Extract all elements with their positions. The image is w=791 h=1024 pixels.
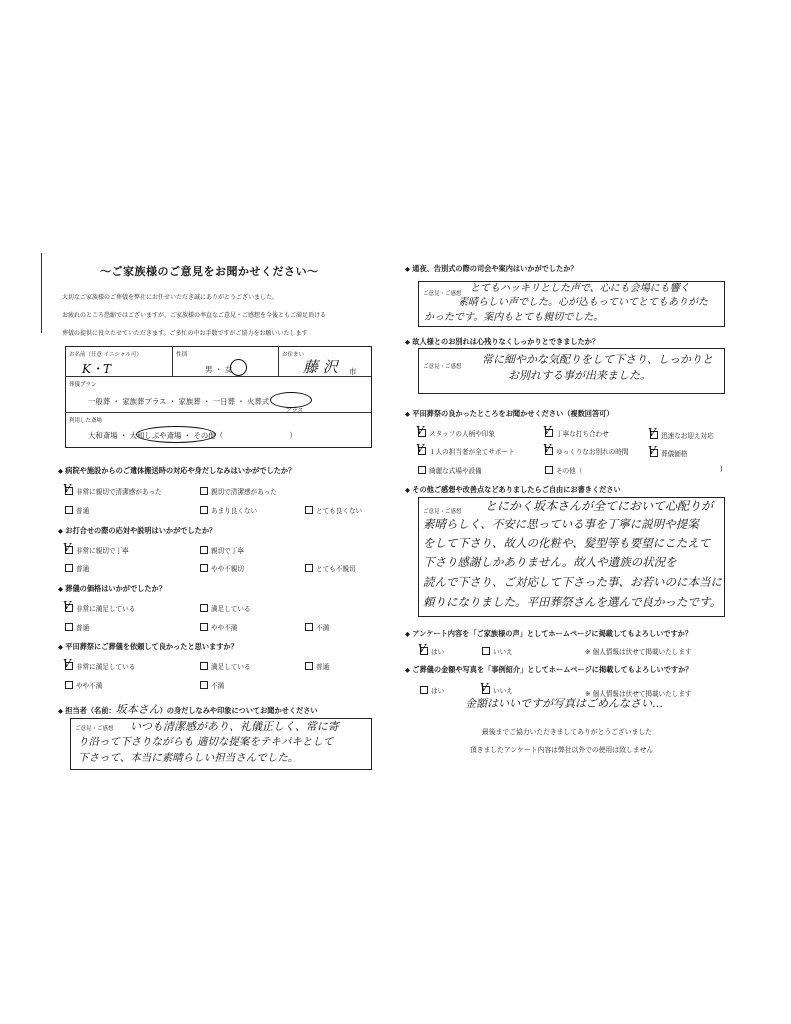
q3-option-3[interactable] (65, 622, 89, 632)
address-label: お住まい (282, 352, 305, 358)
q2-option-2[interactable] (200, 545, 244, 555)
publish-case-yes[interactable] (420, 685, 444, 695)
q1-option-4[interactable] (200, 505, 257, 515)
option-label: スタッフの人柄や印象 (429, 430, 495, 438)
option-label: とても良くない (316, 507, 363, 515)
option-label: 親切で清潔感があった (211, 488, 277, 496)
gender-options[interactable]: 男 ・ 女 (205, 365, 233, 374)
q4-option-2[interactable] (200, 661, 251, 671)
q1-option-2[interactable] (200, 486, 277, 496)
q4-option-1[interactable] (63, 657, 136, 671)
checkbox[interactable]: V (65, 546, 73, 554)
q2-option-5[interactable] (305, 563, 356, 573)
note-text: 個人情報は伏せて掲載いたします (592, 690, 692, 698)
q4-comment-line-2: 素晴らしく、不安に思っている事を丁寧に説明や提案 (423, 517, 699, 531)
option-label: 不満 (316, 624, 330, 632)
right-question-6: ◆ ご葬儀の金額や写真を「事例紹介」としてホームページに掲載してもよろしいですか？ (405, 665, 692, 675)
q1-option-5[interactable] (305, 505, 362, 515)
option-label: 綺麗な式場や設備 (429, 467, 482, 475)
left-question-1: ◆ 病院や施設からのご遺体搬送時の対応や身だしなみはいかがでしたか？ (58, 466, 295, 476)
name-value[interactable]: K・T (82, 362, 111, 376)
option-label: その他（ (556, 467, 583, 475)
left-question-3: ◆ 葬儀の価格はいかがでしたか？ (58, 584, 166, 594)
gender-label: 性別 (176, 352, 188, 358)
option-label: 普通 (76, 565, 90, 573)
option-label: ゆっくりなお別れの時間 (556, 448, 629, 456)
option-label: はい (431, 648, 445, 656)
intro-line-2: お疲れのところ恐縮ではございますが、ご家族様の率直なご意見・ご感想を今後ともご満足頂ける (62, 312, 327, 319)
right-question-3: ◆ 平田葬祭の良かったところをお聞かせください（複数回答可） (405, 409, 614, 419)
checkbox[interactable] (200, 604, 208, 612)
right-question-4: ◆ その他ご感想や改善点などありましたらご自由にお書きください (405, 485, 621, 495)
q4-comment-line-6: 頼りになりました。平田葬祭さんを選んで良かったです。 (423, 595, 722, 609)
right-question-2: ◆ 故人様とのお別れは心残りなくしっかりとできましたか？ (405, 337, 599, 347)
checkbox[interactable] (200, 623, 208, 631)
good-point-staff[interactable] (416, 424, 495, 438)
q4-comment-label: ご意見・ご感想 (423, 509, 462, 515)
option-label: あまり良くない (211, 507, 258, 515)
checkbox[interactable]: V (418, 447, 426, 455)
checkbox[interactable] (200, 506, 208, 514)
publish-case-handwritten: 金額はいいですが写真はごめんなさい… (465, 697, 663, 710)
intro-line-3: 葬儀の提供に役立たせていただきます。ご多忙の中お手数ですがご協力をお願いいたします (62, 330, 308, 337)
plan-note: プラス (285, 407, 303, 414)
staff-comment-line-3: 下さって、本当に素晴らしい担当さんでした。 (78, 752, 299, 764)
survey-title: 〜ご家族様のご意見をお聞かせください〜 (100, 265, 319, 278)
option-label: はい (431, 687, 445, 695)
q4-comment-line-1: とにかく坂本さんが全てにおいて心配りが (485, 499, 714, 513)
q4-option-3[interactable] (305, 661, 329, 671)
publish-voice-yes[interactable] (418, 642, 445, 656)
option-label: 非常に満足している (76, 605, 136, 613)
staff-comment-line-2: り沿って下さりながらも 適切な提案をテキパキとして (78, 736, 334, 748)
checkbox[interactable]: V (418, 429, 426, 437)
option-label: 非常に親切で清潔感があった (76, 488, 162, 496)
closing-thanks: 最後までご協力いただきましてありがとうございました (482, 728, 652, 736)
checkbox[interactable] (65, 623, 73, 631)
checkbox[interactable]: V (65, 604, 73, 612)
option-label: 葬儀価格 (661, 450, 688, 458)
checkbox[interactable] (200, 487, 208, 495)
intro-line-1: 大切なご家族様のご葬儀を弊社にお任せいただき誠にありがとうございました。 (62, 294, 279, 301)
checkbox[interactable] (482, 647, 490, 655)
option-label: 普通 (76, 507, 90, 515)
checkbox[interactable] (545, 466, 553, 474)
option-label: 不満 (211, 682, 225, 690)
option-label: 迅速なお迎え対応 (661, 432, 714, 440)
option-label: 普通 (316, 663, 330, 671)
option-label: １人の担当者が全てサポート (429, 448, 515, 456)
q1-option-1[interactable] (63, 482, 162, 496)
staff-question-prefix: 担当者（名前： (65, 706, 116, 715)
left-question-4: ◆ 平田葬祭にご葬儀を依頼して良かったと思いますか？ (58, 642, 238, 652)
checkbox[interactable] (200, 546, 208, 554)
right-question-5: ◆ アンケート内容を「ご家族様の声」としてホームページに掲載してもよろしいですか？ (405, 629, 692, 639)
checkbox[interactable] (200, 681, 208, 689)
option-label: いいえ (493, 687, 513, 695)
checkbox[interactable] (305, 662, 313, 670)
closing-privacy: 頂きましたアンケート内容は弊社以外での使用は致しません (470, 746, 654, 754)
q2-option-4[interactable] (200, 563, 244, 573)
option-label: 非常に親切で丁寧 (76, 547, 129, 555)
q4-option-4[interactable] (65, 680, 102, 690)
checkbox[interactable]: V (482, 686, 490, 694)
checkbox[interactable] (305, 564, 313, 572)
checkbox[interactable] (305, 623, 313, 631)
address-suffix: 市 (349, 367, 357, 376)
info-col-divider-1 (172, 346, 173, 376)
option-label: 満足している (211, 605, 251, 613)
option-label: やや不満 (211, 624, 238, 632)
hall-label: 利用した斎場 (69, 418, 103, 424)
info-col-divider-2 (278, 346, 279, 376)
staff-question-suffix: ）の身だしなみや印象についてお聞かせください (159, 706, 318, 715)
option-label: いいえ (493, 648, 513, 656)
checkbox[interactable] (65, 506, 73, 514)
publish-case-note: ※ 個人情報は伏せて掲載いたします (585, 690, 692, 698)
option-label: 親切で丁寧 (211, 547, 244, 555)
hall-options[interactable]: 大和斎場 ・ 大和しぶや斎場 ・ その他（ ） (88, 431, 297, 440)
checkbox[interactable] (65, 681, 73, 689)
good-point-meeting[interactable] (543, 424, 609, 438)
info-row-divider-2 (65, 412, 371, 413)
good-point-price[interactable] (648, 444, 688, 458)
q3-option-5[interactable] (305, 622, 329, 632)
staff-comment-label: ご意見・ご感想 (75, 726, 114, 732)
plan-label: 葬儀プラン (69, 382, 97, 388)
checkbox[interactable]: V (420, 647, 428, 655)
q2-option-3[interactable] (65, 563, 89, 573)
q4-comment-line-3: をして下さり、故人の化粧や、髪型等も要望にこたえて (423, 536, 711, 550)
option-label: 丁寧な打ち合わせ (556, 430, 609, 438)
checkbox[interactable]: V (545, 447, 553, 455)
q1-comment-label: ご意見・ご感想 (423, 291, 462, 297)
option-label: とても不親切 (316, 565, 356, 573)
q2-comment-label: ご意見・ご感想 (423, 364, 462, 370)
staff-name[interactable]: 坂本さん (115, 703, 160, 716)
gender-selected-circle (230, 359, 247, 376)
other-close-paren: ) (720, 465, 723, 473)
checkbox[interactable]: V (650, 431, 658, 439)
good-point-single-staff[interactable] (416, 442, 515, 456)
checkbox[interactable] (65, 564, 73, 572)
hall-selected-circle (136, 426, 216, 443)
checkbox[interactable] (200, 662, 208, 670)
q1-comment-line-2: 素晴らしい声でした。心が込もっていてとてもありがた (458, 297, 708, 308)
q1-comment-line-1: とてもハッキリとした声で、心にも会場にも響く (470, 283, 690, 294)
publish-voice-no[interactable] (482, 646, 513, 656)
checkbox[interactable]: V (650, 449, 658, 457)
good-point-other[interactable] (545, 465, 582, 475)
q4-option-5[interactable] (200, 680, 224, 690)
q3-option-1[interactable] (63, 599, 136, 613)
right-question-1: ◆ 通夜、告別式の際の司会や案内はいかがでしたか？ (405, 264, 578, 274)
q1-option-3[interactable] (65, 505, 89, 515)
q3-option-2[interactable] (200, 603, 251, 613)
q2-comment-line-1: 常に細やかな気配りをして下さり、しっかりと (482, 353, 713, 366)
option-label: 普通 (76, 624, 90, 632)
checkbox[interactable] (420, 686, 428, 694)
plan-options[interactable]: 一般葬 ・ 家族葬プラス ・ 家族葬 ・ 一日葬 ・ 火葬式 (88, 397, 270, 406)
publish-voice-note: ※ 個人情報は伏せて掲載いたします (585, 648, 692, 656)
option-label: やや不親切 (211, 565, 244, 573)
checkbox[interactable]: V (65, 662, 73, 670)
name-label: お名前（任意 イニシャル可） (69, 352, 142, 358)
checkbox[interactable] (200, 564, 208, 572)
q4-comment-line-4: 下さり感謝しかありません。故人や遺族の状況を (423, 555, 677, 569)
q4-comment-line-5: 読んで下さり、ご対応して下さった事、お若いのに本当に (423, 575, 722, 589)
address-value[interactable]: 藤 沢 (303, 358, 338, 376)
q1-comment-line-3: かったです。案内もとても親切でした。 (424, 312, 604, 323)
option-label: 非常に満足している (76, 663, 136, 671)
margin-mark (41, 253, 42, 333)
note-text: 個人情報は伏せて掲載いたします (592, 648, 692, 656)
checkbox[interactable] (418, 466, 426, 474)
option-label: 満足している (211, 663, 251, 671)
good-point-pickup[interactable] (648, 426, 714, 440)
staff-question (58, 701, 318, 717)
good-point-venue[interactable] (418, 465, 482, 475)
staff-comment-line-1: いつも清潔感があり、礼儀正しく、常に寄 (130, 720, 339, 733)
checkbox[interactable]: V (65, 487, 73, 495)
good-point-farewell[interactable] (543, 442, 629, 456)
q3-option-4[interactable] (200, 622, 237, 632)
checkbox[interactable]: V (545, 429, 553, 437)
option-label: やや不満 (76, 682, 103, 690)
left-question-2: ◆ お打合せの際の応対や説明はいかがでしたか？ (58, 526, 216, 536)
q2-option-1[interactable] (63, 541, 129, 555)
q2-comment-line-2: お別れする事が出来ました。 (508, 369, 651, 382)
checkbox[interactable] (305, 506, 313, 514)
publish-case-no[interactable] (480, 681, 513, 695)
